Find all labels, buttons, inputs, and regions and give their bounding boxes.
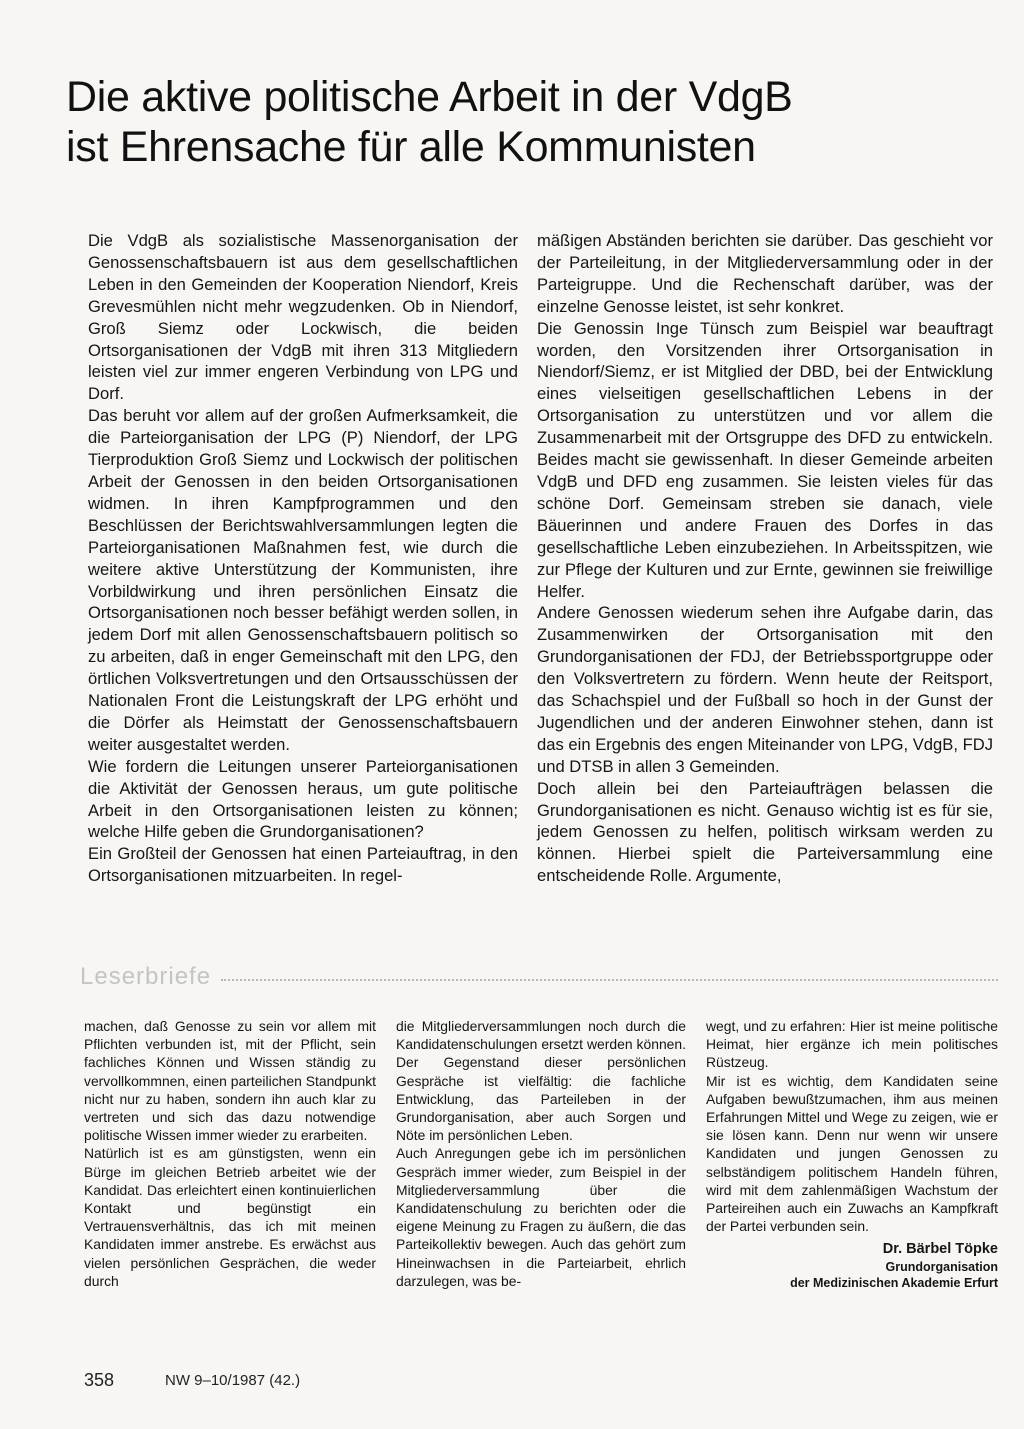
issue-reference: NW 9–10/1987 (42.): [165, 1372, 301, 1389]
article-column-2: [537, 230, 993, 887]
paragraph: Doch allein bei den Parteiaufträgen belassen die Grundorganisationen es nicht. Genauso wichtig ist es für sie, jedem Genossen zu helfen, politisch wirksam werden zu können. Hierbei spielt die Parteiversammlung eine entscheidende Rolle. Argumente,: [537, 778, 993, 886]
rubric-label: Leserbriefe: [80, 963, 212, 990]
title-line-1: Die aktive politische Arbeit in der VdgB: [66, 73, 793, 121]
paragraph: wegt, und zu erfahren: Hier ist meine politische Heimat, hier ergänze ich mein politisches Rüstzeug.: [706, 1018, 998, 1071]
signature-block: [706, 1239, 998, 1291]
letter-column-2: [396, 1017, 686, 1290]
letter-column-1: [84, 1017, 376, 1290]
article-title: [66, 72, 966, 172]
paragraph: Die Genossin Inge Tünsch zum Beispiel war beauftragt worden, den Vorsitzenden ihrer Ortsorganisation in Niendorf/Siemz, er ist Mitglied der DBD, bei der Entwicklung eines vielseitigen gesellschaftlichen Lebens in der Ortsorganisation zu unterstützen und vor allem die Zusammenarbeit mit der Ortsgruppe des DFD zu entwickeln. Beides macht sie gewissenhaft. In dieser Gemeinde arbeiten VdgB und DFD eng zusammen. Sie leisten vieles für das schöne Dorf. Gemeinsam streben sie danach, viele Bäuerinnen und andere Frauen des Dorfes in das gesellschaftliche Leben einzubeziehen. In Arbeitsspitzen, wie zur Pflege der Kulturen und zur Ernte, gewinnen sie freiwillige Helfer.: [537, 318, 993, 601]
paragraph: Natürlich ist es am günstigsten, wenn ein Bürge im gleichen Betrieb arbeitet wie der Kandidat. Das erleichtert einen kontinuierlichen Kontakt und begünstigt ein Vertrauensverhältnis, das ich mit meinen Kandidaten immer anstrebe. Es erwächst aus vielen persönlichen Gesprächen, die weder durch: [84, 1145, 376, 1289]
author-affiliation-line-2: der Medizinischen Akademie Erfurt: [790, 1276, 998, 1291]
paragraph: Andere Genossen wiederum sehen ihre Aufgabe darin, das Zusammenwirken der Ortsorganisation mit den Grundorganisationen der FDJ, der Betriebssportgruppe oder den Volksvertretern zu fördern. Wenn heute der Reitsport, das Schachspiel und der Fußball so hoch in der Gunst der Jugendlichen und der anderen Einwohner stehen, dann ist das ein Ergebnis des engen Miteinander von LPG, VdgB, FDJ und DTSB in allen 3 Gemeinden.: [537, 603, 993, 776]
paragraph: Auch Anregungen gebe ich im persönlichen Gespräch immer wieder, zum Beispiel in der Mitgliederversammlung über die Kandidatenschulung zu berichten oder die eigene Meinung zu Fragen zu äußern, die das Parteikollektiv bewegen. Auch das gehört zum Hineinwachsen in die Parteiarbeit, ehrlich darzulegen, was be-: [396, 1145, 686, 1289]
paragraph: Die VdgB als sozialistische Massenorganisation der Genossenschaftsbauern ist aus dem gesellschaftlichen Leben in den Gemeinden der Kooperation Niendorf, Kreis Grevesmühlen nicht mehr wegzudenken. Ob in Niendorf, Groß Siemz oder Lockwisch, die beiden Ortsorganisationen der VdgB mit ihren 313 Mitgliedern leisten viel zur immer engeren Verbindung von LPG und Dorf.: [88, 231, 518, 404]
author-affiliation-line-1: Grundorganisation: [885, 1260, 998, 1275]
paragraph: machen, daß Genosse zu sein vor allem mit Pflichten verbunden ist, mit der Pflicht, sein fachliches Können und Wissen ständig zu vervollkommnen, einen parteilichen Standpunkt nicht nur zu haben, sondern ihn auch klar zu vertreten und sich das dazu notwendige politische Wissen immer wieder zu erarbeiten.: [84, 1018, 376, 1144]
page-number: 358: [84, 1370, 115, 1390]
title-line-2: ist Ehrensache für alle Kommunisten: [66, 123, 756, 171]
paragraph: Ein Großteil der Genossen hat einen Parteiauftrag, in den Ortsorganisationen mitzuarbeiten. In regel-: [88, 844, 518, 886]
leserbriefe-rubric: [80, 962, 998, 992]
paragraph: Mir ist es wichtig, dem Kandidaten seine Aufgaben bewußtzumachen, ihm aus meinen Erfahrungen Mittel und Wege zu zeigen, wie er sie lösen kann. Denn nur wenn wir unsere Kandidaten und jungen Genossen zu selbständigem politischem Handeln führen, wird mit dem zahlenmäßigen Wachstum der Parteireihen auch ein Zuwachs an Kampfkraft der Partei verbunden sein.: [706, 1072, 998, 1235]
rubric-divider: [221, 979, 998, 981]
author-name: Dr. Bärbel Töpke: [882, 1241, 998, 1258]
paragraph: Wie fordern die Leitungen unserer Parteiorganisationen die Aktivität der Genossen heraus, um gute politische Arbeit in den Ortsorganisationen leisten zu können; welche Hilfe geben die Grundorganisationen?: [88, 756, 518, 842]
paragraph: die Mitgliederversammlungen noch durch die Kandidatenschulungen ersetzt werden können. Der Gegenstand dieser persönlichen Gespräche ist vielfältig: die fachliche Entwicklung, das Parteileben in der Grundorganisation, aber auch Sorgen und Nöte im persönlichen Leben.: [396, 1018, 686, 1144]
paragraph: Das beruht vor allem auf der großen Aufmerksamkeit, die die Parteiorganisation der LPG (P) Niendorf, der LPG Tierproduktion Groß Siemz und Lockwisch der politischen Arbeit der Genossen in den beiden Ortsorganisationen widmen. In ihren Kampfprogrammen und den Beschlüssen der Berichtswahlversammlungen legten die Parteiorganisationen Maßnahmen fest, wie durch die weitere aktive Unterstützung der Kommunisten, ihre Vorbildwirkung und ihren persönlichen Einsatz die Ortsorganisationen noch besser befähigt werden sollen, in jedem Dorf mit allen Genossenschaftsbauern politisch so zu arbeiten, daß in enger Gemeinschaft mit den LPG, den örtlichen Volksvertretungen und den Ortsausschüssen der Nationalen Front die Leistungskraft der LPG erhöht und die Dörfer als Heimstatt der Genossenschaftsbauern weiter ausgestaltet werden.: [88, 406, 518, 754]
article-column-1: [88, 230, 518, 887]
letter-column-3: [706, 1017, 998, 1291]
paragraph: mäßigen Abständen berichten sie darüber. Das geschieht vor der Parteileitung, in der Mitgliederversammlung oder in der Parteigruppe. Und die Rechenschaft darüber, was der einzelne Genosse leistet, ist sehr konkret.: [537, 231, 993, 316]
